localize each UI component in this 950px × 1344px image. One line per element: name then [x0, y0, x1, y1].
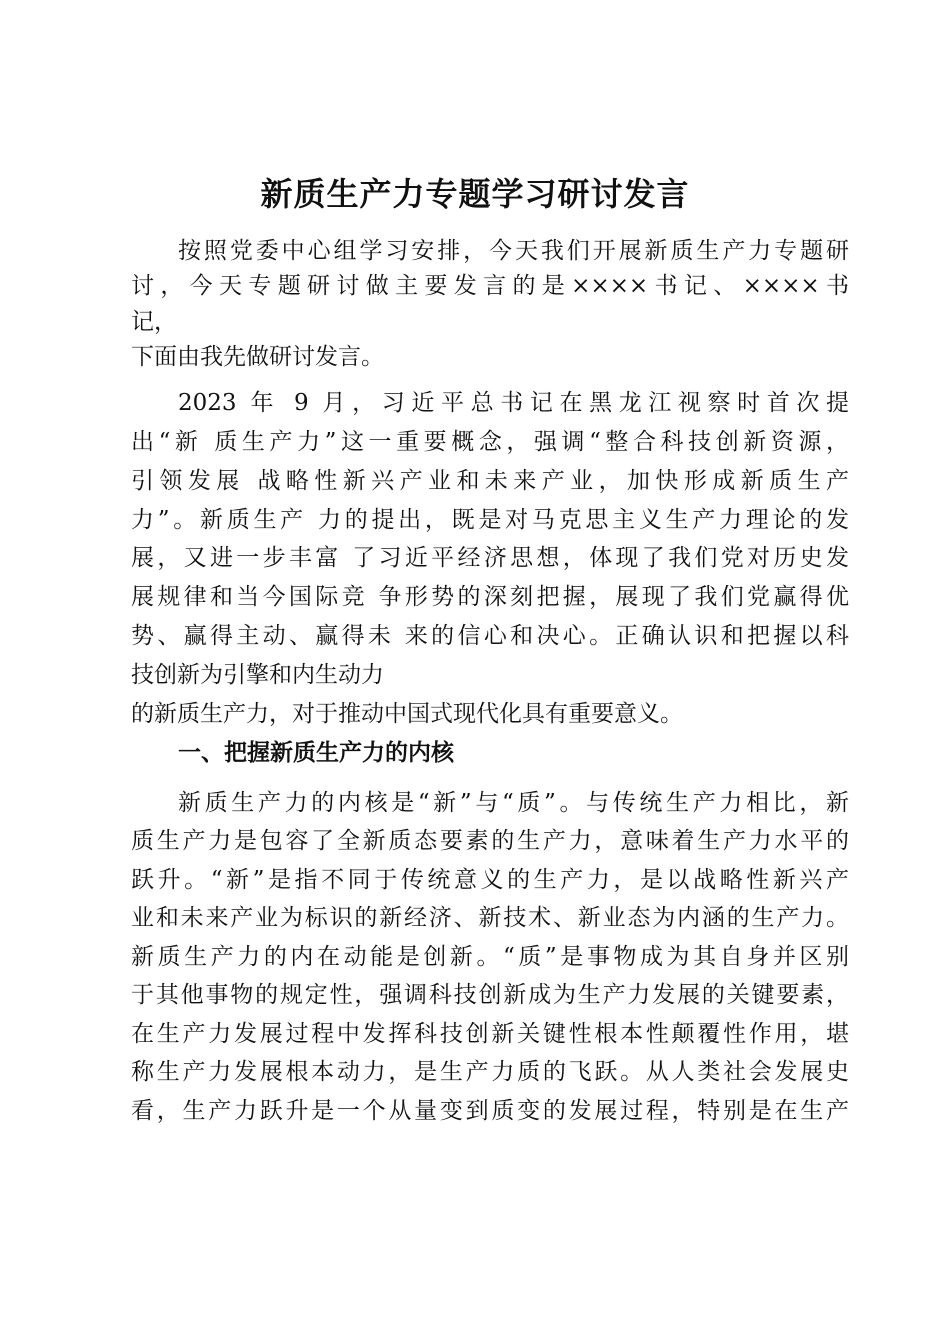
para2-line-2: 出“新 质生产力”这一重要概念，强调“整合科技创新资源，	[131, 429, 849, 455]
section-heading: 一、把握新质生产力的内核	[178, 740, 454, 766]
para3-line-1: 新质生产力的内核是“新”与“质”。与传统生产力相比，新	[178, 790, 849, 816]
para3-line-4: 业和未来产业为标识的新经济、新技术、新业态为内涵的生产力。	[131, 905, 849, 931]
para2-line-6: 展规律和当今国际竞 争形势的深刻把握，展现了我们党赢得优	[131, 584, 849, 610]
para3-line-9: 看，生产力跃升是一个从量变到质变的发展过程，特别是在生产	[131, 1098, 849, 1124]
intro-line-1: 按照党委中心组学习安排，今天我们开展新质生产力专题研	[178, 238, 849, 264]
para3-line-3: 跃升。“新”是指不同于传统意义的生产力，是以战略性新兴产	[131, 867, 849, 893]
para3-line-8: 称生产力发展根本动力，是生产力质的飞跃。从人类社会发展史	[131, 1059, 849, 1085]
para3-line-6: 于其他事物的规定性，强调科技创新成为生产力发展的关键要素，	[131, 982, 849, 1008]
intro-line-2: 讨，今天专题研讨做主要发言的是××××书记、××××书	[131, 273, 849, 299]
document-title: 新质生产力专题学习研讨发言	[260, 175, 690, 213]
para2-line-3: 引领发展 战略性新兴产业和未来产业，加快形成新质生产	[131, 468, 849, 494]
para2-line-4: 力”。新质生产 力的提出，既是对马克思主义生产力理论的发	[131, 507, 849, 533]
para2-line-1: 2023 年 9 月，习近平总书记在黑龙江视察时首次提	[178, 390, 849, 416]
para2-line-9: 的新质生产力，对于推动中国式现代化具有重要意义。	[131, 701, 683, 727]
para3-line-2: 质生产力是包容了全新质态要素的生产力，意味着生产力水平的	[131, 828, 849, 854]
para2-line-5: 展，又进一步丰富 了习近平经济思想，体现了我们党对历史发	[131, 545, 849, 571]
intro-line-4: 下面由我先做研讨发言。	[131, 344, 384, 370]
intro-line-3: 记，	[131, 309, 177, 335]
para3-line-5: 新质生产力的内在动能是创新。“质”是事物成为其自身并区别	[131, 944, 849, 970]
para2-line-8: 技创新为引擎和内生动力	[131, 662, 384, 688]
para2-line-7: 势、赢得主动、赢得未 来的信心和决心。正确认识和把握以科	[131, 623, 849, 649]
para3-line-7: 在生产力发展过程中发挥科技创新关键性根本性颠覆性作用，堪	[131, 1021, 849, 1047]
